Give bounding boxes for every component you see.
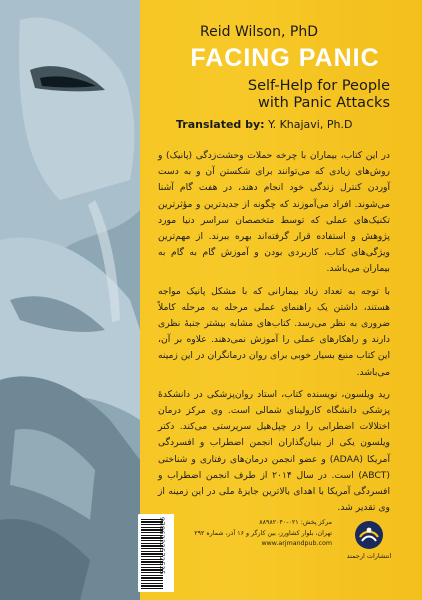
isbn-number: 9786222572525 [158, 517, 166, 575]
blurb-paragraph-3: رید ویلسون، نویسنده کتاب، استاد روان‌پزشکی در دانشکدهٔ پزشکی دانشگاه کارولینای شمالی است. وی مرکز درمان اختلالات اضطرابی را در چپل‌هیل سرپرستی می‌کند. دکتر ویلسون یکی از بنیان‌گذاران انجمن اضطراب و افسردگی آمریکا (ADAA) و عضو انجمن درمان‌های رفتاری و شناختی (ABCT) است. در سال ۲۰۱۴ از طرف انجمن اضطراب و افسردگی آمریکا با اهدای بالاترین جایزهٔ ملی در این زمینه از وی تقدیر شد. [158, 388, 390, 514]
publisher-name: انتشارات ارجمند [346, 552, 392, 560]
publisher-logo-icon [354, 520, 384, 550]
translator-credit [176, 118, 400, 131]
subtitle-line-1: Self-Help for People [247, 78, 390, 94]
isbn-barcode [138, 514, 174, 592]
book-title: FACING PANIC [190, 44, 380, 72]
subtitle-line-2: with Panic Attacks [258, 95, 390, 111]
cover-photo [0, 0, 140, 600]
publisher-website: www.arjmandpub.com [261, 540, 332, 547]
publisher-logo [338, 520, 400, 560]
book-subtitle [200, 78, 390, 112]
publisher-contact [194, 518, 332, 550]
translator-name: Y. Khajavi, Ph.D [268, 118, 353, 131]
publisher-address: تهران، بلوار کشاورز، بین کارگر و ۱۶ آذر، شماره ۲۹۲ [194, 529, 332, 537]
blurb-paragraph-1: در این کتاب، بیماران با چرخه حملات وحشت‌زدگی (پانیک) و روش‌های زیادی که می‌توانند برای شکستن آن و به دست آوردن کنترل زندگی خود انجام دهند، در هفت گام آشنا می‌شوند. افراد می‌آموزند که چگونه از جدیدترین و مؤثرترین تکنیک‌های عملی که توسط متخصصان سراسر دنیا مورد پژوهش و استفاده قرار گرفته‌اند بهره ببرند. از مهم‌ترین ویژگی‌های کتاب، کاربردی بودن و آموزش گام به گام به بیماران می‌باشد. [158, 150, 390, 275]
translated-by-label: Translated by: [176, 118, 265, 131]
cover-footer [130, 508, 422, 600]
blurb-text [158, 148, 390, 522]
blurb-paragraph-2: با توجه به تعداد زیاد بیمارانی که با مشکل پانیک مواجه هستند، داشتن یک راهنمای عملی مرحله به مرحله کاملاً ضروری به نظر می‌رسد. کتاب‌های مشابه بیشتر جنبهٔ نظری دارند و راهکارهای عملی را آموزش نمی‌دهند. علاوه بر آن، این کتاب منبع بسیار خوبی برای روان درمانگران در این زمینه می‌باشد. [158, 285, 390, 378]
author-name: Reid Wilson, PhD [200, 24, 318, 40]
face-hand-photo-illustration [0, 0, 140, 600]
publisher-phone: مرکز پخش: ۰۲۱-۸۸۹۸۲۰۴۰ [259, 519, 332, 526]
